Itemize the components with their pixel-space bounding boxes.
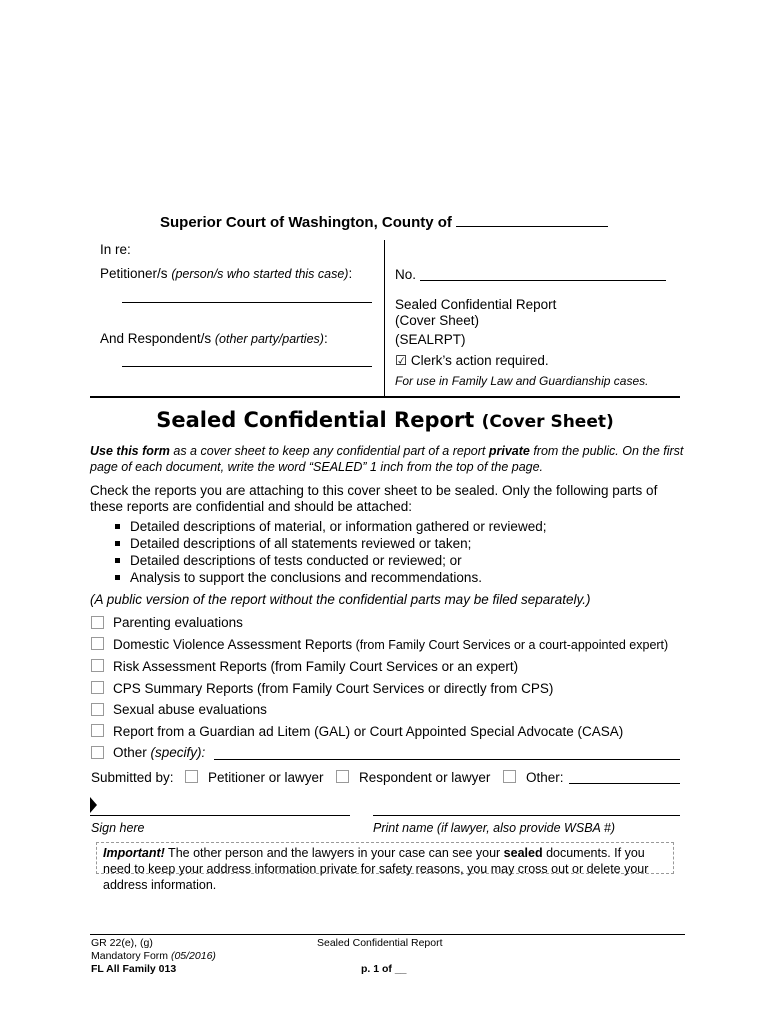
caption-rule [90, 396, 680, 398]
page-title: Sealed Confidential Report (Cover Sheet) [156, 408, 614, 432]
doc-title-line1: Sealed Confidential Report [395, 297, 557, 312]
submitter-other-label: Other: [526, 770, 564, 785]
instructions-text: Check the reports you are attaching to this cover sheet to be sealed. Only the following parts of these reports are confidential and should be attached: [90, 483, 658, 514]
other-report-checkbox[interactable] [91, 746, 104, 759]
footer-mandatory: Mandatory Form (05/2016) [91, 950, 216, 962]
confidential-parts-list [112, 518, 546, 586]
case-number-label: No. [395, 267, 417, 282]
sign-arrow-icon [90, 797, 98, 813]
parenting-eval-checkbox[interactable] [91, 616, 104, 629]
other-report-label: Other (specify): [113, 745, 206, 760]
case-number-line[interactable] [420, 280, 666, 281]
submitter-petitioner-checkbox[interactable] [185, 770, 198, 783]
footer-rule [90, 934, 685, 935]
footer-doc-name: Sealed Confidential Report [317, 937, 443, 949]
cps-summary-label: CPS Summary Reports (from Family Court Services or directly from CPS) [113, 681, 554, 696]
submitter-respondent-label: Respondent or lawyer [359, 770, 491, 785]
list-item: Detailed descriptions of all statements reviewed or taken; [112, 535, 546, 552]
important-notice: Important! The other person and the lawyers in your case can see your sealed documents. If you need to keep your address information private for safety reasons, you may cross out or delete your address information. [96, 842, 674, 874]
county-blank[interactable] [456, 214, 608, 227]
petitioner-name-line[interactable] [122, 302, 372, 303]
petitioner-label: Petitioner/s (person/s who started this case): [100, 266, 353, 281]
print-name-label: Print name (if lawyer, also provide WSBA #) [373, 821, 615, 835]
other-specify-line[interactable] [214, 759, 680, 760]
dv-assessment-checkbox[interactable] [91, 637, 104, 650]
footer-form-id: FL All Family 013 [91, 963, 177, 975]
submitter-petitioner-label: Petitioner or lawyer [208, 770, 324, 785]
gal-casa-report-checkbox[interactable] [91, 724, 104, 737]
submitter-other-line[interactable] [569, 783, 680, 784]
respondent-label: And Respondent/s (other party/parties): [100, 331, 328, 346]
use-note: For use in Family Law and Guardianship cases. [395, 374, 649, 388]
submitter-respondent-checkbox[interactable] [336, 770, 349, 783]
parenting-eval-label: Parenting evaluations [113, 615, 243, 630]
sign-here-label: Sign here [91, 821, 145, 835]
submitted-by-label: Submitted by: [91, 770, 174, 785]
list-item: Analysis to support the conclusions and recommendations. [112, 569, 546, 586]
list-item: Detailed descriptions of tests conducted or reviewed; or [112, 552, 546, 569]
doc-code: (SEALRPT) [395, 332, 466, 347]
respondent-name-line[interactable] [122, 366, 372, 367]
footer-page-number: p. 1 of __ [361, 963, 407, 975]
public-version-note: (A public version of the report without the confidential parts may be filed separately.) [90, 592, 591, 607]
caption-divider [384, 240, 385, 397]
doc-title-line2: (Cover Sheet) [395, 313, 480, 328]
list-item: Detailed descriptions of material, or information gathered or reviewed; [112, 518, 546, 535]
sexual-abuse-eval-label: Sexual abuse evaluations [113, 702, 267, 717]
print-name-line[interactable] [373, 815, 680, 816]
risk-assessment-checkbox[interactable] [91, 659, 104, 672]
intro-text: Use this form as a cover sheet to keep any confidential part of a report private from the public. On the first page of each document, write the word “SEALED” 1 inch from the top of the page. [90, 444, 684, 474]
clerk-action-check: ☑ Clerk’s action required. [395, 353, 549, 368]
in-re-label: In re: [100, 242, 131, 257]
footer-rule-ref: GR 22(e), (g) [91, 937, 153, 949]
dv-assessment-label: Domestic Violence Assessment Reports (from Family Court Services or a court-appointed expert) [113, 637, 669, 652]
sexual-abuse-eval-checkbox[interactable] [91, 703, 104, 716]
risk-assessment-label: Risk Assessment Reports (from Family Court Services or an expert) [113, 659, 519, 674]
gal-casa-report-label: Report from a Guardian ad Litem (GAL) or Court Appointed Special Advocate (CASA) [113, 724, 624, 739]
signature-line[interactable] [90, 815, 350, 816]
submitter-other-checkbox[interactable] [503, 770, 516, 783]
court-title: Superior Court of Washington, County of [160, 214, 608, 231]
cps-summary-checkbox[interactable] [91, 681, 104, 694]
